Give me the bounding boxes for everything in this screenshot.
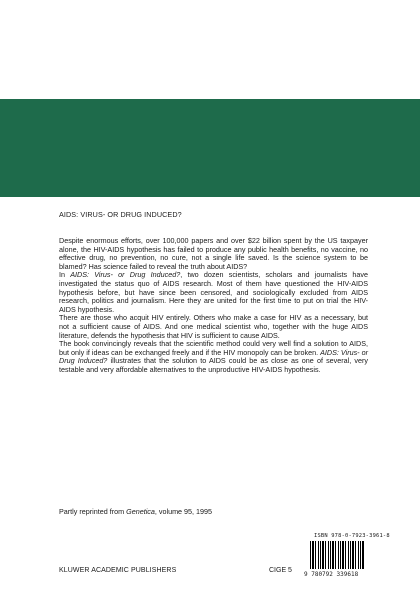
paragraph-4-book-title: AIDS: Virus- or Drug Induced? — [59, 347, 368, 366]
barcode — [310, 541, 364, 569]
paragraph-3: There are those who acquit HIV entirely. Others who make a case for HIV as a necessary, but not a sufficient cause of AIDS. And one medical scientist who, together with the huge AIDS literature, defends the hypothesis that HIV is sufficient to cause AIDS. — [59, 313, 368, 340]
paragraph-2-book-title: AIDS: Virus- or Drug Induced? — [70, 270, 181, 280]
paragraph-2 — [59, 271, 368, 314]
paragraph-1: Despite enormous efforts, over 100,000 papers and over $22 billion spent by the US taxpayer alone, the HIV-AIDS hypothesis has failed to produce any public health benefits, no vaccine, no effective drug, no prevention, no cure, not a single life saved. Is the science system to be blamed? Has science failed to reveal the truth about AIDS? — [59, 236, 368, 271]
paragraph-4 — [59, 340, 368, 374]
publisher-name: KLUWER ACADEMIC PUBLISHERS — [59, 567, 177, 574]
paragraph-2-rest: , two dozen scientists, scholars and journalists have investigated the status quo of AIDS research. Most of them have questioned the HIV-AIDS hypothesis before, but have since been censored, and sociologically excluded from AIDS research, politics and journalism. Here they are united for the first time to put on trial the HIV-AIDS hypothesis. — [59, 270, 368, 314]
reprint-suffix: , volume 95, 1995 — [154, 507, 213, 516]
reprint-note — [59, 507, 212, 516]
paragraph-4-rest: illustrates that the solution to AIDS could be as close as one of several, very testable and very affordable alternatives to the unproductive HIV-AIDS hypothesis. — [59, 356, 368, 374]
barcode-number: 9 780792 339618 — [304, 571, 359, 578]
paragraph-2-in: In — [59, 270, 71, 280]
isbn-label: ISBN 978-0-7923-3961-8 — [314, 533, 390, 539]
reprint-prefix: Partly reprinted from — [59, 507, 127, 516]
paragraph-4-start: The book convincingly reveals that the scientific method could very well find a solution to AIDS, but only if ideas can be exchanged freely and if the HIV monopoly can be broken. — [59, 339, 368, 357]
book-title: AIDS: VIRUS- OR DRUG INDUCED? — [59, 210, 182, 219]
back-cover-text — [59, 237, 368, 375]
journal-name: Genetica — [126, 507, 155, 516]
series-code: CIGE 5 — [269, 567, 292, 574]
green-band — [0, 99, 420, 197]
